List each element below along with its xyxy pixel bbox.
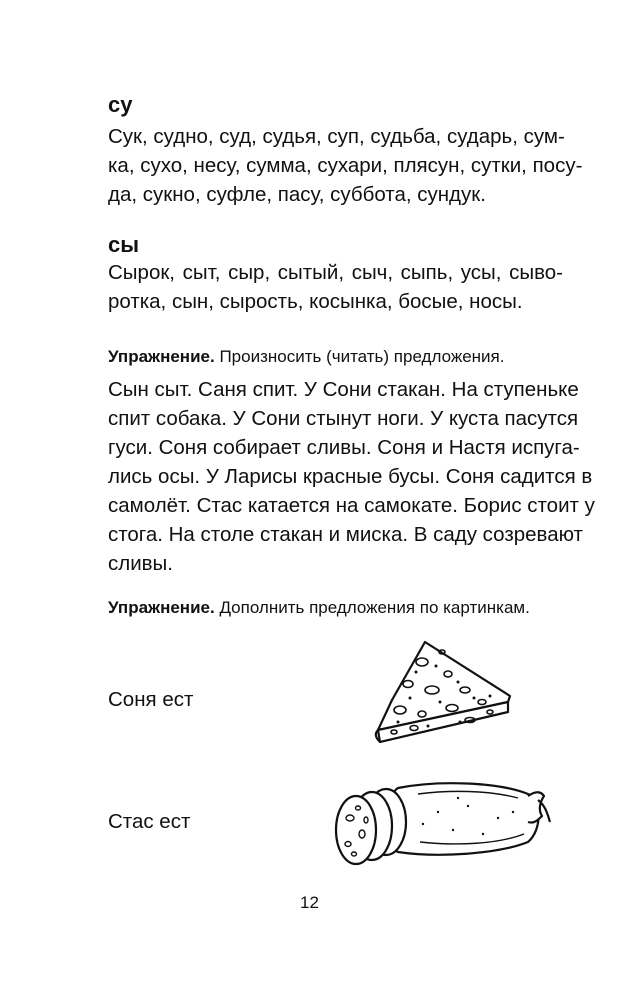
exercise-label: Упражнение.	[108, 598, 215, 617]
text-line: спит собака. У Сони стынут ноги. У куста пасутся	[108, 407, 579, 430]
exercise-text: Дополнить предложения по картинкам.	[219, 598, 530, 617]
cheese-picture	[370, 638, 520, 750]
text-line: гуси. Соня собирает сливы. Соня и Настя испуга-	[108, 436, 580, 459]
text-line: да, сукно, суфле, пасу, суббота, сундук.	[108, 183, 486, 206]
exercise-text: Произносить (читать) предложения.	[219, 347, 505, 366]
page-number: 12	[300, 893, 319, 912]
text-line: Сын сыт. Саня спит. У Сони стакан. На ступеньке	[108, 378, 579, 401]
word-list-sy	[108, 258, 563, 316]
text-line: ка, сухо, несу, сумма, сухари, плясун, сутки, посу-	[108, 154, 583, 177]
sausage-picture	[328, 772, 553, 872]
sentence-sonya-eats: Соня ест	[108, 688, 194, 711]
exercise-label: Упражнение.	[108, 347, 215, 366]
exercise-1-sentences	[108, 375, 595, 578]
text-line: Сырок, сыт, сыр, сытый, сыч, сыпь, усы, сыво-	[108, 261, 563, 284]
syllable-heading-su: су	[108, 92, 133, 117]
text-line: ротка, сын, сырость, косынка, босые, носы.	[108, 290, 523, 313]
word-list-su	[108, 122, 583, 209]
text-line: лись осы. У Ларисы красные бусы. Соня садится в	[108, 465, 593, 488]
exercise-1-instruction	[108, 347, 568, 367]
exercise-2-instruction	[108, 598, 568, 618]
sentence-stas-eats: Стас ест	[108, 810, 191, 833]
syllable-heading-sy: сы	[108, 232, 140, 257]
text-line: самолёт. Стас катается на самокате. Борис стоит у	[108, 494, 595, 517]
text-line: сливы.	[108, 552, 173, 575]
text-line: Сук, судно, суд, судья, суп, судьба, сударь, сум-	[108, 125, 565, 148]
text-line: стога. На столе стакан и миска. В саду созревают	[108, 523, 583, 546]
